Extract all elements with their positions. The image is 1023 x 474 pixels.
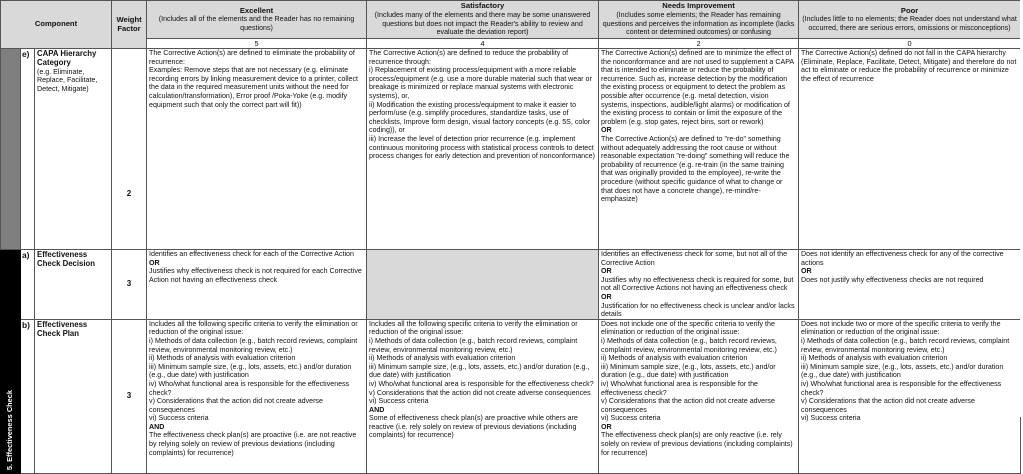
level-title: Poor [900, 5, 919, 15]
criterion: iii) Minimum sample size, (e.g., lots, assets, etc.) and/or duration (e.g., due date) with justification [601, 362, 776, 380]
row-letter: a) [21, 250, 35, 320]
row-letter: b) [21, 319, 35, 473]
level-header-satisfactory [367, 1, 599, 39]
cell-text: Justifies why effectiveness check is not required for each Corrective Action not having an effectiveness check [149, 267, 362, 284]
and-label: AND [149, 422, 165, 431]
level-title: Satisfactory [460, 1, 505, 11]
criterion: i) Methods of data collection (e.g., batch record reviews, complaint review, environmental monitoring review, etc.) [369, 336, 578, 354]
component-cell [35, 250, 112, 320]
cell-text: Justifies why no effectiveness check is required for some, but not all Corrective Actions not having an effectiveness check [601, 275, 794, 293]
or-label: OR [801, 267, 812, 276]
component-cell [35, 319, 112, 473]
level-title: Excellent [239, 5, 274, 15]
criterion: iii) Minimum sample size, (e.g., lots, assets, etc.) and/or duration (e.g., due date) with justification [801, 362, 1004, 380]
cell-needs-improvement [599, 49, 799, 250]
level-desc: (Includes little to no elements; the Reader does not understand what occurred, there are serious errors, omissions or misconceptions) [802, 15, 1017, 32]
criterion: ii) Methods of analysis with evaluation criterion [149, 354, 296, 363]
cell-needs-improvement [599, 319, 799, 473]
cell-text: The Corrective Action(s) are defined to reduce the probability of recurrence through: [369, 49, 569, 66]
level-header-excellent [147, 1, 367, 39]
cell-text: Examples: Remove steps that are not necessary (e.g. eliminate recording errors by linking measurement device to a printer, collect the data in the required measurement units without the need for calculation/transformation), Error proof /Poka-Yoke (e.g. modify equipment such that only the correct part will fit)) [149, 66, 358, 109]
or-label: OR [601, 267, 612, 276]
row-letter: e) [21, 49, 35, 250]
criterion: iii) Minimum sample size, (e.g., lots, assets, etc.) and/or duration (e.g., due date) with justification [369, 362, 590, 380]
level-header-poor [799, 1, 1021, 39]
score-poor: 0 [799, 39, 1021, 49]
component-name: Effectiveness Check Plan [37, 319, 88, 339]
section-band-effectiveness-check [1, 250, 21, 474]
criterion: vi) Success criteria [369, 397, 429, 406]
and-label: AND [369, 405, 385, 414]
cell-text: The Corrective Action(s) are defined to eliminate the probability of recurrence: [149, 49, 355, 66]
level-desc: (Includes all of the elements and the Reader has no remaining questions) [158, 15, 355, 32]
cell-text: Includes all the following specific criteria to verify the elimination or reduction of the original issue: [369, 319, 578, 337]
cell-text: Does not include one of the specific criteria to verify the elimination or reduction of the original issue: [601, 319, 775, 337]
cell-satisfactory [367, 319, 599, 473]
criterion: vi) Success criteria [601, 414, 661, 423]
cell-text: iii) Increase the level of detection prior recurrence (e.g. implement continuous monitoring process with statistical process controls to detect process changes for early detection and prevention of nonconformance) [369, 134, 595, 161]
section-label: 5. Effectiveness Check [5, 390, 15, 471]
criterion: v) Considerations that the action did not create adverse consequences [801, 397, 975, 414]
or-label: OR [601, 422, 612, 431]
cell-text: Identifies an effectiveness check for each of the Corrective Action [149, 250, 354, 258]
component-name: Effectiveness Check Decision [37, 250, 96, 269]
level-desc: (Includes some elements; the Reader has remaining questions and perceives the information as incomplete (lacks content or determined outcomes) or confusing [602, 10, 795, 37]
score-needs-improvement: 2 [599, 39, 799, 49]
cell-text: Does not include two or more of the specific criteria to verify the elimination or reduction of the original issue: [801, 319, 1001, 337]
cell-text: Does not justify why effectiveness checks are not required [801, 275, 984, 284]
criterion: iv) Who/what functional area is responsible for the effectiveness check? [601, 379, 758, 397]
header-row [1, 1, 1021, 39]
criterion: v) Considerations that the action did not create adverse consequences [149, 397, 323, 414]
score-satisfactory: 4 [367, 39, 599, 49]
cell-text: Justification for no effectiveness check is unclear and/or lacks details [601, 301, 795, 319]
cell-text: The effectiveness check plan(s) are only reactive (i.e. rely solely on review of previous deviations (including complaints) for recurrence) [601, 431, 793, 457]
weight-factor: 3 [112, 319, 147, 473]
table-row-capa-hierarchy [1, 49, 1021, 250]
or-label: OR [601, 126, 612, 135]
criterion: iv) Who/what functional area is responsible for the effectiveness check? [149, 379, 350, 397]
criterion: i) Methods of data collection (e.g., batch record reviews, complaint review, environmental monitoring review, etc.) [801, 336, 1010, 354]
component-cell [35, 49, 112, 250]
table-row-effectiveness-plan [1, 319, 1021, 473]
criterion: iv) Who/what functional area is responsible for the effectiveness check? [801, 379, 1002, 397]
component-sub: (e.g. Eliminate, Replace, Facilitate, Detect, Mitigate) [37, 67, 98, 93]
score-row [1, 39, 1021, 49]
cell-excellent [147, 49, 367, 250]
cell-text: The effectiveness check plan(s) are proactive (i.e. are not reactive by relying solely on review of previous deviations (including complaints) for recurrence) [149, 431, 357, 457]
cell-text: Includes all the following specific criteria to verify the elimination or reduction of the original issue: [149, 319, 358, 337]
cell-text: ii) Modification the existing process/equipment to make it easier to perform/use (e.g. simplify procedures, standardize tasks, use of checklists, Improve form design, visual factory concepts (e.g. 5S, color coding)), or [369, 100, 591, 135]
cell-excellent [147, 319, 367, 473]
level-header-needs-improvement [599, 1, 799, 39]
criterion: vi) Success criteria [801, 414, 861, 423]
criterion: v) Considerations that the action did not create adverse consequences [369, 388, 591, 397]
cell-text: The Corrective Action(s) are defined to "re-do" something without adequately addressing the root cause or without reasonable expectation "re-doing" something will reduce the probability of recurrence (e.g. re-train (in the same training that was originally provided to the employee), re-write the procedure (without specific guidance of what to change or that does not have a concrete change), re-mind/re-emphasize) [601, 134, 790, 204]
cell-text: Does not identify an effectiveness check for any of the corrective actions [801, 250, 1004, 267]
criterion: i) Methods of data collection (e.g., batch record reviews, complaint review, environmental monitoring review, etc.) [601, 336, 777, 354]
criterion: ii) Methods of analysis with evaluation criterion [801, 354, 948, 363]
or-label: OR [149, 258, 160, 267]
cell-satisfactory [367, 49, 599, 250]
cell-poor [799, 319, 1021, 473]
cell-text: i) Replacement of existing process/equipment with a more reliable process/equipment (e.g. use a more durable material such that wear or breakage is minimized or replace manual systems with electronic systems), or, [369, 66, 592, 100]
component-name: CAPA Hierarchy Category [37, 49, 97, 68]
cell-poor [799, 250, 1021, 320]
cell-text: Some of effectiveness check plan(s) are proactive while others are reactive (i.e. rely solely on review of previous deviations (including complaints) for recurrence) [369, 414, 578, 440]
cell-needs-improvement [599, 250, 799, 320]
cell-satisfactory-empty [367, 250, 599, 320]
criterion: ii) Methods of analysis with evaluation criterion [369, 354, 516, 363]
cell-poor [799, 49, 1021, 250]
criterion: v) Considerations that the action did not create adverse consequences [601, 397, 775, 414]
criterion: ii) Methods of analysis with evaluation criterion [601, 354, 748, 363]
cell-text: The Corrective Action(s) defined are to minimize the effect of the nonconformance and are not used to supplement a CAPA that is intended to eliminate or reduce the probability of recurrence. Such as, increase detection by the modification the existing process or equipment to detect the problem as possible after occurrence (e.g. metal detection, vision systems, inspections, audible/light alarms) or modification of the existing process to contain or limit the exposure of the problem (e.g. stop gates, reject bins, sort or rework) [601, 49, 794, 126]
weight-factor: 2 [112, 49, 147, 250]
cell-excellent [147, 250, 367, 320]
weight-factor: 3 [112, 250, 147, 320]
cell-text: Identifies an effectiveness check for some, but not all of the Corrective Action [601, 250, 788, 267]
score-excellent: 5 [147, 39, 367, 49]
level-desc: (Includes many of the elements and there may be some unanswered questions but does not impact the Reader's ability to review and evaluate the deviation report) [374, 10, 591, 37]
criterion: iii) Minimum sample size, (e.g., lots, assets, etc.) and/or duration (e.g., due date) with justification [149, 362, 352, 380]
level-title: Needs Improvement [662, 1, 735, 11]
or-label: OR [601, 292, 612, 301]
cell-text: The Corrective Action(s) defined do not fall in the CAPA hierarchy (Eliminate, Replace, Facilitate, Detect, Mitigate) and therefore do not act to eliminate or reduce the probability of recurrence or minimize the effect of recurrence [801, 49, 1017, 83]
section-band-previous [1, 49, 21, 250]
criterion: vi) Success criteria [149, 414, 209, 423]
criterion: iv) Who/what functional area is responsible for the effectiveness check? [369, 379, 594, 388]
weight-header: Weight Factor [112, 1, 147, 49]
criterion: i) Methods of data collection (e.g., batch record reviews, complaint review, environmental monitoring review, etc.) [149, 336, 358, 354]
table-row-effectiveness-decision [1, 250, 1021, 320]
component-header: Component [1, 1, 112, 49]
